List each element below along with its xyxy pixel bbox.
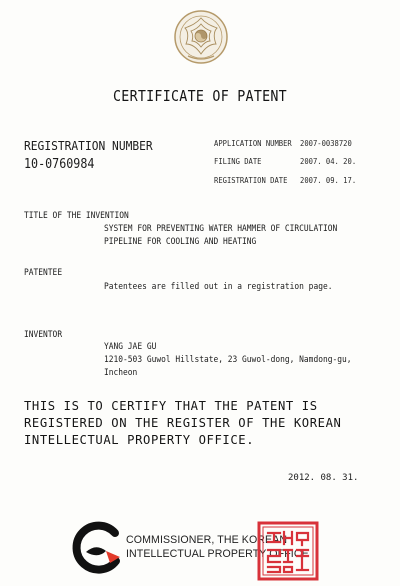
official-stamp-icon	[256, 520, 320, 582]
certification-line-3: INTELLECTUAL PROPERTY OFFICE.	[24, 433, 255, 447]
patentee-text: Patentees are filled out in a registration page.	[104, 282, 333, 292]
registration-number-label: REGISTRATION NUMBER	[24, 138, 153, 153]
commissioner-line-1: COMMISSIONER, THE KOREAN	[126, 534, 288, 546]
registration-number-value: 10-0760984	[24, 157, 95, 172]
certification-line-1: THIS IS TO CERTIFY THAT THE PATENT IS	[24, 399, 318, 413]
inventor-label: INVENTOR	[24, 330, 63, 340]
national-seal-icon	[170, 8, 232, 68]
invention-title-line-1: SYSTEM FOR PREVENTING WATER HAMMER OF CIRCULATION	[104, 224, 338, 234]
application-number-label: APPLICATION NUMBER	[214, 139, 292, 148]
patentee-label: PATENTEE	[24, 268, 63, 278]
registration-date-value: 2007. 09. 17.	[300, 176, 357, 185]
commissioner-line-2: INTELLECTUAL PROPERTY OFFICE	[126, 547, 309, 560]
filing-date-value: 2007. 04. 20.	[300, 157, 357, 166]
certification-line-2: REGISTERED ON THE REGISTER OF THE KOREAN	[24, 416, 342, 430]
invention-title-line-2: PIPELINE FOR COOLING AND HEATING	[104, 237, 257, 247]
inventor-address-line-1: 1210-503 Guwol Hillstate, 23 Guwol-dong, Namdong-gu,	[104, 355, 352, 365]
inventor-name: YANG JAE GU	[104, 342, 157, 352]
kipo-logo-icon	[70, 521, 124, 575]
certificate-title: CERTIFICATE OF PATENT	[113, 87, 287, 105]
registration-date-label: REGISTRATION DATE	[214, 176, 288, 185]
filing-date-label: FILING DATE	[214, 157, 262, 166]
application-number-value: 2007-0038720	[300, 139, 352, 148]
inventor-address-line-2: Incheon	[104, 368, 138, 378]
certification-statement	[24, 398, 394, 449]
issue-date: 2012. 08. 31.	[288, 473, 359, 483]
invention-title-label: TITLE OF THE INVENTION	[24, 211, 129, 221]
